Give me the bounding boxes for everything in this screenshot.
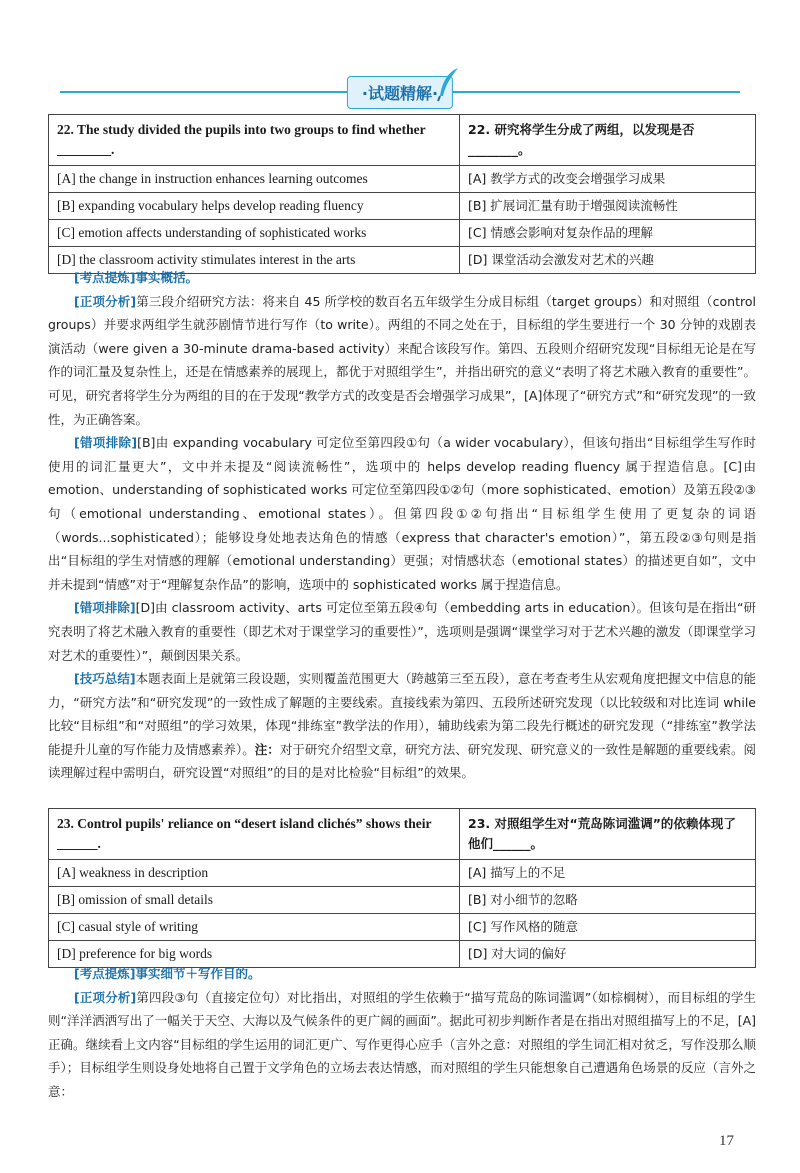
question-stem-en: 22. The study divided the pupils into two groups to find whether ________. (49, 115, 460, 166)
cuoxiang-paragraph-1 (48, 431, 756, 596)
option-zh: [D] 课堂活动会激发对艺术的兴趣 (460, 247, 756, 274)
option-en: [A] the change in instruction enhances learning outcomes (49, 166, 460, 193)
option-zh: [D] 对大词的偏好 (460, 941, 756, 968)
kaodian-tag: [考点提炼] (74, 270, 136, 285)
page-number: 17 (719, 1133, 734, 1149)
table-row (49, 220, 756, 247)
question-stem-zh: 23. 对照组学生对“荒岛陈词滥调”的依赖体现了他们______。 (460, 809, 756, 860)
option-en: [C] casual style of writing (49, 914, 460, 941)
option-zh: [A] 教学方式的改变会增强学习成果 (460, 166, 756, 193)
cuoxiang-text: [D]由 classroom activity、arts 可定位至第五段④句（embedding arts in education）。但该句是在指出“研究表明了将艺术融入教育的重要性（即艺术对于课堂学习的重要性）”，选项则是强调“课堂学习对于艺术兴趣的激发（即课堂学习对艺术的重要性）”，颠倒因果关系。 (48, 600, 756, 663)
table-row (49, 166, 756, 193)
table-row (49, 809, 756, 860)
section-header (0, 72, 800, 112)
option-zh: [C] 写作风格的随意 (460, 914, 756, 941)
zhengxiang-paragraph (48, 290, 756, 432)
question-22-table (48, 114, 756, 274)
kaodian-paragraph (48, 962, 756, 986)
zhengxiang-text: 第三段介绍研究方法：将来自 45 所学校的数百名五年级学生分成目标组（target groups）和对照组（control groups）并要求两组学生就莎剧情节进行写作（to write）。两组的不同之处在于，目标组的学生要进行一个 30 分钟的戏剧表演活动（were given a 30-minute drama-based activity）来配合该段写作。第四、五段则介绍研究发现“目标组无论是在写作的词汇量及复杂性上，还是在情感素养的展现上，都优于对照组学生”，并指出研究的意义“表明了将艺术融入教育的重要性”。可见，研究者将学生分为两组的目的在于发现“教学方式的改变是否会增强学习成果”，[A]体现了“研究方式”和“研究发现”的一致性，为正确答案。 (48, 293, 756, 427)
cuoxiang-tag: [错项排除] (74, 435, 138, 451)
option-zh: [B] 对小细节的忽略 (460, 887, 756, 914)
section-title: ·试题精解· (347, 76, 453, 109)
zhengxiang-tag: [正项分析] (74, 989, 137, 1005)
table-row (49, 115, 756, 166)
q23-analysis (48, 962, 756, 1104)
jiqiao-tag: [技巧总结] (74, 671, 136, 687)
quill-icon (436, 66, 462, 102)
option-zh: [B] 扩展词汇量有助于增强阅读流畅性 (460, 193, 756, 220)
question-stem-zh: 22. 研究将学生分成了两组，以发现是否________。 (460, 115, 756, 166)
note-label: 注： (254, 741, 280, 757)
zhengxiang-paragraph (48, 986, 756, 1104)
cuoxiang-paragraph-2 (48, 596, 756, 667)
jiqiao-paragraph (48, 667, 756, 785)
question-stem-en: 23. Control pupils' reliance on “desert island clichés” shows their ______. (49, 809, 460, 860)
zhengxiang-tag: [正项分析] (74, 293, 137, 309)
table-row (49, 887, 756, 914)
kaodian-text: 事实细节＋写作目的。 (135, 966, 261, 981)
option-zh: [C] 情感会影响对复杂作品的理解 (460, 220, 756, 247)
option-en: [B] omission of small details (49, 887, 460, 914)
option-en: [D] the classroom activity stimulates interest in the arts (49, 247, 460, 274)
note-text: 对于研究介绍型文章，研究方法、研究发现、研究意义的一致性是解题的重要线索。阅读理解过程中需明白，研究设置“对照组”的目的是对比检验“目标组”的效果。 (48, 741, 756, 781)
option-en: [A] weakness in description (49, 860, 460, 887)
option-en: [C] emotion affects understanding of sophisticated works (49, 220, 460, 247)
option-en: [B] expanding vocabulary helps develop reading fluency (49, 193, 460, 220)
table-row (49, 193, 756, 220)
jiqiao-text: 本题表面上是就第三段设题，实则覆盖范围更大（跨越第三至五段），意在考查考生从宏观角度把握文中信息的能力，“研究方法”和“研究发现”的一致性成了解题的主要线索。直接线索为第四、五段所述研究发现（以比较级和对比连词 while 比较“目标组”和“对照组”的学习效果，体现“排练室”教学法的作用），辅助线索为第二段先行概述的研究发现（“排练室”教学法能提升儿童的写作能力及情感素养）。 (48, 671, 756, 757)
kaodian-tag: [考点提炼] (74, 966, 136, 981)
table-row (49, 860, 756, 887)
q22-analysis (48, 266, 756, 785)
option-zh: [A] 描写上的不足 (460, 860, 756, 887)
option-en: [D] preference for big words (49, 941, 460, 968)
kaodian-text: 事实概括。 (135, 270, 198, 285)
cuoxiang-tag: [错项排除] (74, 600, 136, 616)
question-23-table (48, 808, 756, 968)
cuoxiang-text: [B]由 expanding vocabulary 可定位至第四段①句（a wider vocabulary），但该句指出“目标组学生写作时使用的词汇量更大”，文中并未提及“阅读流畅性”，选项中的 helps develop reading fluency 属于捏造信息。[C]由 emotion、understanding of sophisticated works 可定位至第四段①②句（more sophisticated、emotion）及第五段②③句（emotional understanding、emotional states）。但第四段①②句指出“目标组学生使用了更复杂的词语（words...sophisticated）；能够设身处地表达角色的情感（express that character's emotion）”，第五段②③句则是指出“目标组的学生对情感的理解（emotional understanding）更强；对情感状态（emotional states）的描述更自如”，文中并未提到“情感”对于“理解复杂作品”的影响，选项中的 sophisticated works 属于捏造信息。 (48, 435, 756, 592)
zhengxiang-text: 第四段③句（直接定位句）对比指出，对照组的学生依赖于“描写荒岛的陈词滥调”（如棕榈树），而目标组的学生则“洋洋洒洒写出了一幅关于天空、大海以及气候条件的更广阔的画面”。据此可初步判断作者是在指出对照组描写上的不足，[A]正确。继续看上文内容“目标组的学生运用的词汇更广、写作更得心应手（言外之意：对照组的学生词汇相对贫乏，写作没那么顺手）；目标组学生则设身处地将自己置于文学角色的立场去表达情感，而对照组的学生只能想象自己遭遇角色场景的反应（言外之意： (48, 989, 756, 1099)
table-row (49, 914, 756, 941)
kaodian-paragraph (48, 266, 756, 290)
